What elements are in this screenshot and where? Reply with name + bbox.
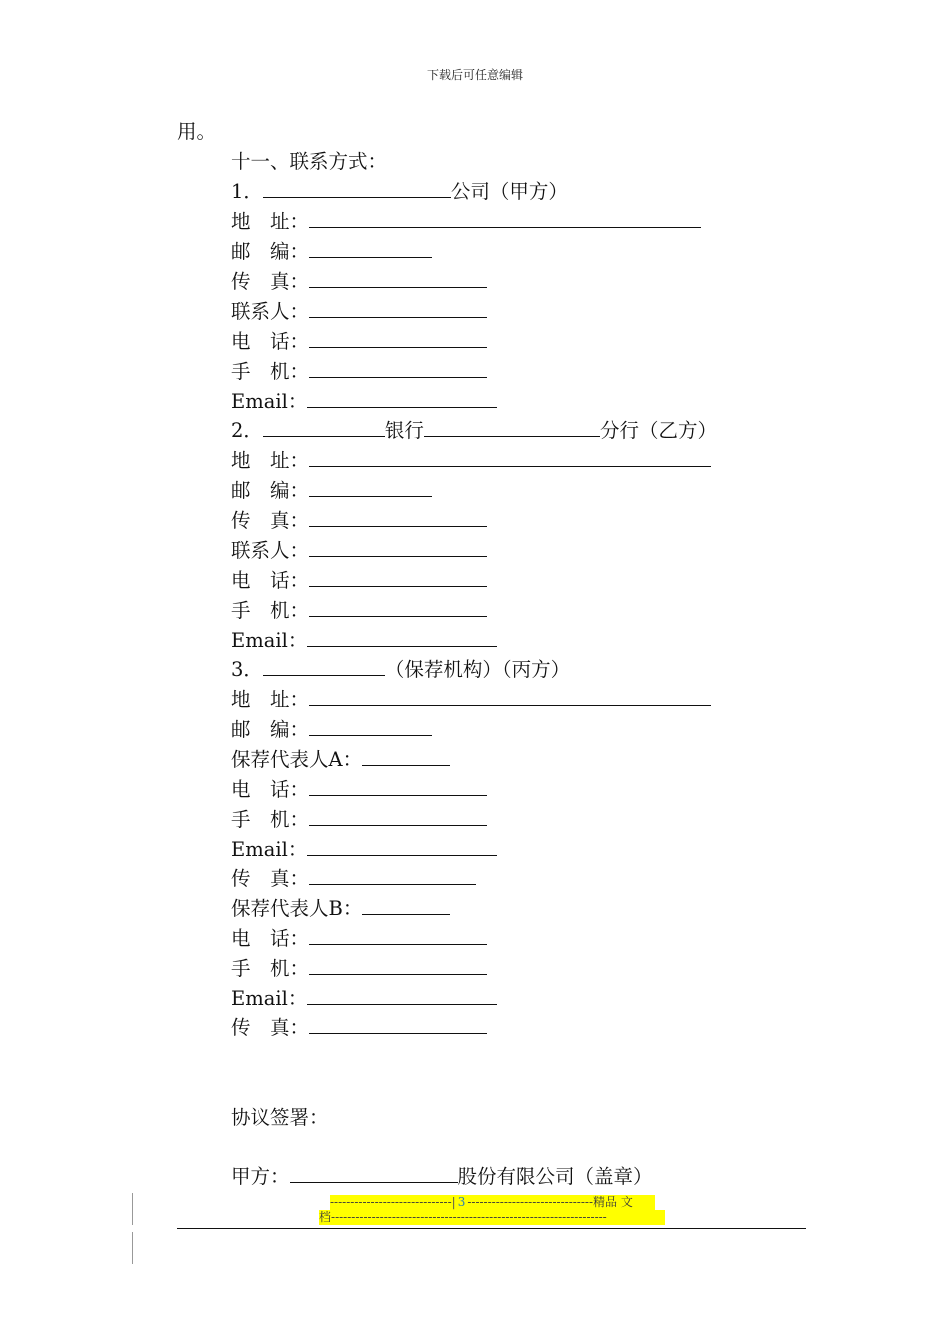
party-b-postcode-field[interactable] xyxy=(309,476,432,497)
party-a-email-row xyxy=(231,387,497,417)
rep-b-email-label: Email： xyxy=(231,987,308,1010)
party-c-address-label: 地 址： xyxy=(231,688,310,711)
rep-b-field[interactable] xyxy=(362,894,450,915)
party-a-phone-label: 电 话： xyxy=(231,330,310,353)
signing-title: 协议签署： xyxy=(231,1106,329,1129)
party-a-mobile-row xyxy=(231,357,487,387)
party-b-mobile-row xyxy=(231,596,487,626)
rep-b-fax-row xyxy=(231,1013,487,1043)
party-b-phone-field[interactable] xyxy=(309,566,487,587)
footer-line2-dashes: -------------------------------------------------------------------- xyxy=(331,1210,607,1224)
rep-a-phone-field[interactable] xyxy=(309,775,487,796)
intro-tail-text: 用。 xyxy=(177,120,217,143)
party-b-contact-label: 联系人： xyxy=(231,539,310,562)
party-b-fax-field[interactable] xyxy=(309,506,487,527)
party-c-postcode-field[interactable] xyxy=(309,715,432,736)
rep-a-mobile-row xyxy=(231,805,487,835)
rep-b-phone-row xyxy=(231,924,487,954)
party-a-email-label: Email： xyxy=(231,390,308,413)
footer-rule xyxy=(177,1228,806,1229)
rep-a-phone-label: 电 话： xyxy=(231,778,310,801)
party-b-email-row xyxy=(231,626,497,656)
party-b-contact-row xyxy=(231,536,487,566)
party-b-fax-row xyxy=(231,506,487,536)
party-b-address-field[interactable] xyxy=(309,446,711,467)
party-a-mobile-field[interactable] xyxy=(309,357,487,378)
page-number: 3 xyxy=(457,1195,466,1209)
party-a-fax-field[interactable] xyxy=(309,267,487,288)
party-b-address-row xyxy=(231,446,711,476)
party-a-suffix: 公司（甲方） xyxy=(450,180,568,203)
party-b-contact-field[interactable] xyxy=(309,536,487,557)
party-b-postcode-row xyxy=(231,476,432,506)
rep-a-fax-row xyxy=(231,864,476,894)
party-a-phone-row xyxy=(231,327,487,357)
party-b-phone-row xyxy=(231,566,487,596)
party-a-prefix: 1． xyxy=(231,180,263,203)
party-c-suffix: （保荐机构）（丙方） xyxy=(384,658,571,681)
rep-b-phone-field[interactable] xyxy=(309,924,487,945)
party-b-postcode-label: 邮 编： xyxy=(231,479,310,502)
party-a-phone-field[interactable] xyxy=(309,327,487,348)
footer-dashes-right: ------------------------------- xyxy=(467,1195,594,1209)
rep-b-row xyxy=(231,894,450,924)
margin-mark-upper xyxy=(132,1193,133,1225)
page-header: 下载后可任意编辑 xyxy=(426,68,523,82)
footer-line-2 xyxy=(319,1210,665,1225)
rep-b-fax-label: 传 真： xyxy=(231,1016,310,1039)
rep-b-mobile-label: 手 机： xyxy=(231,957,310,980)
party-a-address-label: 地 址： xyxy=(231,210,310,233)
party-c-heading xyxy=(231,655,570,685)
party-a-name-field[interactable] xyxy=(263,177,451,198)
party-b-prefix: 2． xyxy=(231,419,263,442)
party-b-bank-field[interactable] xyxy=(263,416,385,437)
rep-b-fax-field[interactable] xyxy=(309,1013,487,1034)
party-b-suffix: 分行（乙方） xyxy=(599,419,717,442)
signing-party-a-suffix: 股份有限公司（盖章） xyxy=(457,1165,653,1188)
section-title: 十一、联系方式： xyxy=(231,150,388,173)
party-c-address-row xyxy=(231,685,711,715)
party-b-mobile-field[interactable] xyxy=(309,596,487,617)
party-c-name-field[interactable] xyxy=(263,655,385,676)
party-a-address-row xyxy=(231,207,701,237)
party-a-address-field[interactable] xyxy=(309,207,701,228)
rep-b-email-row xyxy=(231,984,497,1014)
party-a-postcode-row xyxy=(231,237,432,267)
rep-a-row xyxy=(231,745,450,775)
rep-b-label: 保荐代表人B： xyxy=(231,897,363,920)
rep-a-label: 保荐代表人A： xyxy=(231,748,363,771)
party-b-address-label: 地 址： xyxy=(231,449,310,472)
rep-a-email-field[interactable] xyxy=(307,835,497,856)
party-a-fax-label: 传 真： xyxy=(231,270,310,293)
footer-line2-head: 档 xyxy=(319,1210,332,1224)
margin-mark-lower xyxy=(132,1232,133,1264)
rep-a-fax-field[interactable] xyxy=(309,864,476,885)
party-a-email-field[interactable] xyxy=(307,387,497,408)
signing-party-a-row xyxy=(231,1162,653,1192)
party-a-contact-row xyxy=(231,297,487,327)
party-c-postcode-label: 邮 编： xyxy=(231,718,310,741)
rep-a-field[interactable] xyxy=(362,745,450,766)
rep-a-email-label: Email： xyxy=(231,838,308,861)
rep-a-phone-row xyxy=(231,775,487,805)
party-a-postcode-label: 邮 编： xyxy=(231,240,310,263)
party-a-heading xyxy=(231,177,568,207)
party-b-middle: 银行 xyxy=(384,419,424,442)
party-c-prefix: 3． xyxy=(231,658,263,681)
signing-party-a-label: 甲方： xyxy=(231,1165,290,1188)
party-b-fax-label: 传 真： xyxy=(231,509,310,532)
party-b-mobile-label: 手 机： xyxy=(231,599,310,622)
party-a-mobile-label: 手 机： xyxy=(231,360,310,383)
footer-line-1: ------------------------------| 3 -------------------------------精品 文 xyxy=(330,1195,655,1210)
party-a-postcode-field[interactable] xyxy=(309,237,432,258)
party-a-contact-field[interactable] xyxy=(309,297,487,318)
rep-b-email-field[interactable] xyxy=(307,984,497,1005)
rep-a-mobile-field[interactable] xyxy=(309,805,487,826)
footer-band xyxy=(319,1195,664,1227)
party-b-branch-field[interactable] xyxy=(424,416,600,437)
party-a-contact-label: 联系人： xyxy=(231,300,310,323)
party-b-heading xyxy=(231,416,717,446)
footer-dashes-left: ------------------------------ xyxy=(330,1195,452,1209)
party-b-email-field[interactable] xyxy=(307,626,497,647)
party-c-address-field[interactable] xyxy=(309,685,711,706)
rep-b-phone-label: 电 话： xyxy=(231,927,310,950)
rep-b-mobile-field[interactable] xyxy=(309,954,487,975)
rep-a-fax-label: 传 真： xyxy=(231,867,310,890)
signing-party-a-field[interactable] xyxy=(290,1162,458,1183)
party-c-postcode-row xyxy=(231,715,432,745)
party-b-email-label: Email： xyxy=(231,629,308,652)
footer-line1-tail: 精品 文 xyxy=(593,1195,633,1209)
party-b-phone-label: 电 话： xyxy=(231,569,310,592)
rep-a-mobile-label: 手 机： xyxy=(231,808,310,831)
party-a-fax-row xyxy=(231,267,487,297)
rep-b-mobile-row xyxy=(231,954,487,984)
rep-a-email-row xyxy=(231,835,497,865)
